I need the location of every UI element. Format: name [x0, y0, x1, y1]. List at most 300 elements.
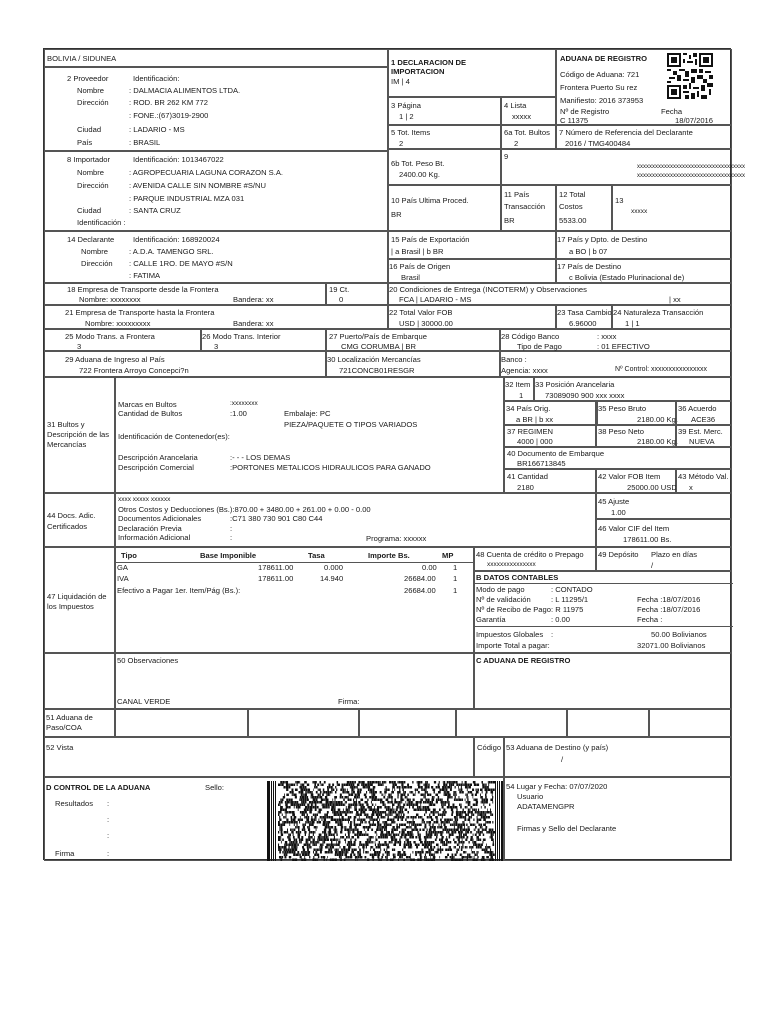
- deposito-value: /: [651, 561, 654, 570]
- tot-peso-value: 2400.00 Kg.: [399, 170, 440, 179]
- pagina-label: 3 Página: [391, 101, 421, 110]
- naturaleza-cell: [612, 305, 732, 329]
- ajuste-cell: [596, 493, 732, 519]
- modo-pago-value: : CONTADO: [551, 585, 593, 594]
- col-importe: Importe Bs.: [368, 551, 410, 560]
- cantidad-item-label: 41 Cantidad: [507, 472, 548, 481]
- bultos-label3: Mercancías: [47, 440, 87, 449]
- impuestos-globales-label: Impuestos Globales: [476, 630, 544, 639]
- banco-label: Banco :: [501, 355, 527, 364]
- pdf417-barcode-icon: [267, 781, 503, 861]
- localizacion-value: 721CONCB01RESGR: [339, 366, 415, 375]
- proveedor-nombre: : DALMACIA ALIMENTOS LTDA.: [129, 86, 241, 95]
- datos-contables-divider: [475, 626, 733, 627]
- observaciones-label: 50 Observaciones: [117, 656, 179, 665]
- control-colon-1: :: [107, 799, 110, 808]
- aduana-paso-slot-3: [359, 709, 456, 737]
- validacion-label: Nº de validación: [476, 595, 531, 604]
- vista-cell: [44, 737, 474, 777]
- declaration-code: IM | 4: [391, 77, 410, 86]
- cuenta-credito-cell: [474, 547, 596, 571]
- acuerdo-value: ACE36: [691, 415, 716, 424]
- declarante-ident: Identificación: 168920024: [133, 235, 220, 244]
- col-base-imponible: Base Imponible: [200, 551, 257, 560]
- lista-label: 4 Lista: [504, 101, 527, 110]
- box13-value: xxxxx: [631, 208, 648, 215]
- deposito-cell: [596, 547, 732, 571]
- declarante-nombre: : A.D.A. TAMENGO SRL.: [129, 247, 214, 256]
- bultos-label-cell: [44, 377, 115, 493]
- datos-contables-title: B DATOS CONTABLES: [476, 573, 559, 582]
- peso-bruto-label: 35 Peso Bruto: [598, 404, 647, 413]
- aduana-ingreso-cell: [44, 351, 326, 377]
- pais-destino-dpto-label: 17 País y Dpto. de Destino: [557, 235, 648, 244]
- control-sello: Sello:: [205, 783, 224, 792]
- aduana-paso-label1: 51 Aduana de: [46, 713, 93, 722]
- metodo-val-cell: [676, 469, 732, 493]
- aduana-destino-label: 53 Aduana de Destino (y país): [506, 743, 609, 752]
- metodo-val-label: 43 Método Val.: [678, 472, 729, 481]
- total-costos-label2: Costos: [559, 202, 583, 211]
- cuenta-credito-value: xxxxxxxxxxxxxxx: [487, 561, 536, 568]
- valor-fob-item-cell: [596, 469, 676, 493]
- item-label: 32 Item: [505, 380, 531, 389]
- row-iva-tasa: 14.940: [320, 574, 344, 583]
- declarante-direccion: : CALLE 1RO. DE MAYO #S/N: [129, 259, 233, 268]
- docs-adic-line0: xxxx xxxxx xxxxxx: [118, 496, 171, 503]
- lugar-fecha-cell: [504, 777, 732, 861]
- validacion-value: : L 11295/1: [551, 595, 589, 604]
- modo-frontera-label: 25 Modo Trans. a Frontera: [65, 332, 155, 341]
- item-cell: [504, 377, 534, 401]
- ref-declarante-value: 2016 / TMG400484: [565, 139, 631, 148]
- observaciones-cell: [115, 653, 474, 709]
- importador-ciudad-label: Ciudad: [77, 206, 102, 215]
- aduana-ingreso-label: 29 Aduana de Ingreso al País: [65, 355, 165, 364]
- ct-value: 0: [339, 295, 344, 304]
- customs-code: Código de Aduana: 721: [560, 70, 640, 79]
- aduana-registro-cell: [556, 49, 732, 125]
- aduana-paso-cell: [44, 709, 115, 737]
- box9-line2: xxxxxxxxxxxxxxxxxxxxxxxxxxxxxxxxxxxx: [637, 173, 745, 179]
- control-colon-2: :: [107, 815, 110, 824]
- valor-cif-value: 178611.00 Bs.: [623, 535, 672, 544]
- cuenta-credito-label: 48 Cuenta de crédito o Prepago: [476, 550, 584, 559]
- control-colon-3: :: [107, 831, 110, 840]
- docs-adic-label1: 44 Docs. Adic.: [47, 511, 96, 520]
- recibo-label: Nº de Recibo de Pago: [476, 605, 551, 614]
- pais-destino-dpto-value: a BO | b 07: [569, 247, 608, 256]
- ct-cell: [326, 283, 388, 305]
- pais-exportacion-cell: [388, 231, 556, 259]
- proveedor-pais-label: País: [77, 138, 93, 147]
- tasa-cambio-value: 6.96000: [569, 319, 597, 328]
- tot-peso-cell: [388, 149, 501, 185]
- pais-destino-label: 17 País de Destino: [557, 262, 622, 271]
- tot-bultos-cell: [501, 125, 556, 149]
- plazo-label: Plazo en días: [651, 550, 698, 559]
- regimen-cell: [504, 425, 596, 447]
- modo-interior-label: 26 Modo Trans. Interior: [202, 332, 281, 341]
- desc-comercial-label: Descripción Comercial: [118, 463, 194, 472]
- efectivo-value: 26684.00: [404, 586, 436, 595]
- proveedor-fone: : FONE.:(67)3019-2900: [129, 111, 209, 120]
- aduana-paso-slot-2: [248, 709, 359, 737]
- desc-arancelaria-label: Descripción Arancelaria: [118, 453, 198, 462]
- country-system: BOLIVIA / SIDUNEA: [47, 54, 117, 63]
- posicion-value: 73089090 900 xxx xxxx: [545, 391, 625, 400]
- importador-nombre-label: Nombre: [77, 168, 105, 177]
- condiciones-value: FCA | LADARIO - MS: [399, 295, 472, 304]
- aduana-paso-slot-6: [649, 709, 732, 737]
- tipo-pago-label: Tipo de Pago: [517, 342, 562, 351]
- codigo-cell: [474, 737, 504, 777]
- total-fob-label: 22 Total Valor FOB: [389, 308, 453, 317]
- tot-bultos-label: 6a Tot. Bultos: [504, 128, 550, 137]
- total-costos-cell: [556, 185, 612, 231]
- proveedor-ciudad-label: Ciudad: [77, 125, 102, 134]
- box13-cell: [612, 185, 732, 231]
- declaracion-previa-label: Declaración Previa: [118, 524, 182, 533]
- registry-date: 18/07/2016: [675, 116, 714, 125]
- deposito-label: 49 Depósito: [598, 550, 639, 559]
- col-tasa: Tasa: [308, 551, 325, 560]
- pais-ultima-value: BR: [391, 210, 402, 219]
- codigo-banco-label: 28 Código Banco: [501, 332, 560, 341]
- posicion-label: 33 Posición Arancelaria: [535, 380, 615, 389]
- empresa-transporte-label: 18 Empresa de Transporte desde la Frontera: [67, 285, 219, 294]
- localizacion-label: 30 Localización Mercancías: [327, 355, 421, 364]
- aduana-paso-slot-1: [115, 709, 248, 737]
- pais-transaccion-label1: 11 País: [504, 190, 530, 199]
- garantia-label: Garantía: [476, 615, 506, 624]
- liquidacion-header-row: [116, 548, 475, 563]
- importador-label: 8 Importador: [67, 155, 111, 164]
- docs-adic-line1: Otros Costos y Deducciones (Bs.):870.00 + 3480.00 + 261.00 + 0.00 - 0.00: [118, 505, 371, 514]
- empresa-transporte2-cell: [44, 305, 388, 329]
- lugar-fecha-label: 54 Lugar y Fecha: 07/07/2020: [506, 782, 608, 791]
- tot-bultos-value: 2: [514, 139, 519, 148]
- desc-comercial-value: :PORTONES METALICOS HIDRAULICOS PARA GANADO: [230, 463, 431, 472]
- metodo-val-value: x: [689, 483, 693, 492]
- control-resultados: Resultados: [55, 799, 93, 808]
- empresa-transporte-cell: [44, 283, 326, 305]
- est-merc-value: NUEVA: [689, 437, 715, 446]
- modo-frontera-value: 3: [77, 342, 82, 351]
- declarante-direccion2: : FATIMA: [129, 271, 161, 280]
- impuestos-globales-sep: :: [551, 630, 554, 639]
- peso-neto-cell: [596, 425, 676, 447]
- ref-declarante-label: 7 Número de Referencia del Declarante: [559, 128, 693, 137]
- pais-destino-cell: [556, 259, 732, 283]
- acuerdo-label: 36 Acuerdo: [678, 404, 717, 413]
- acuerdo-cell: [676, 401, 732, 425]
- aduana-paso-slot-5: [567, 709, 649, 737]
- empresa-transporte2-label: 21 Empresa de Transporte hasta la Frontera: [65, 308, 215, 317]
- doc-embarque-label: 40 Documento de Embarque: [507, 449, 605, 458]
- posicion-cell: [534, 377, 732, 401]
- recibo-value: : R 11975: [551, 605, 584, 614]
- tasa-cambio-cell: [556, 305, 612, 329]
- usuario-value: ADATAMENGPR: [517, 802, 575, 811]
- marcas-value: :xxxxxxxx: [230, 400, 258, 407]
- codigo-banco-value: : xxxx: [597, 332, 617, 341]
- declarante-nombre-label: Nombre: [81, 247, 109, 256]
- row-iva-importe: 26684.00: [404, 574, 436, 583]
- valor-fob-item-value: 25000.00 USD: [627, 483, 677, 492]
- est-merc-label: 39 Est. Merc.: [678, 427, 723, 436]
- docs-adicionales-label: Documentos Adicionales: [118, 514, 202, 523]
- doc-embarque-cell: [504, 447, 732, 469]
- banco-cell: [500, 351, 732, 377]
- box9-label: 9: [504, 152, 509, 161]
- datos-contables-cell: [474, 571, 732, 653]
- est-merc-cell: [676, 425, 732, 447]
- bultos-detail-cell: [115, 377, 504, 493]
- codigo-banco-cell: [500, 329, 732, 351]
- pais-destino-value: c Bolivia (Estado Plurinacional de): [569, 273, 685, 282]
- valor-cif-cell: [596, 519, 732, 547]
- importador-direccion-label: Dirección: [77, 181, 109, 190]
- qr-code-icon: [667, 53, 713, 99]
- registry-date-label: Fecha: [661, 107, 683, 116]
- naturaleza-value: 1 | 1: [625, 319, 640, 328]
- pais-orig-label: 34 País Orig.: [506, 404, 551, 413]
- desc-arancelaria-value: :- - - LOS DEMAS: [230, 453, 291, 462]
- aduana-registro-c-title: C ADUANA DE REGISTRO: [476, 656, 571, 665]
- row-iva-mp: 1: [453, 574, 458, 583]
- observaciones-firma: Firma:: [338, 697, 360, 706]
- pais-destino-dpto-cell: [556, 231, 732, 259]
- row-ga-importe: 0.00: [422, 563, 437, 572]
- codigo-label: Código: [477, 743, 502, 752]
- proveedor-ciudad: : LADARIO - MS: [129, 125, 185, 134]
- pagina-cell: [388, 97, 501, 125]
- valor-fob-item-label: 42 Valor FOB Item: [598, 472, 661, 481]
- pais-orig-cell: [504, 401, 596, 425]
- pais-transaccion-value: BR: [504, 216, 515, 225]
- peso-neto-value: 2180.00 Kg.: [637, 437, 678, 446]
- condiciones-extra: | xx: [669, 295, 681, 304]
- lista-cell: [501, 97, 556, 125]
- ajuste-value: 1.00: [611, 508, 626, 517]
- aduana-paso-label2: Paso/COA: [46, 723, 82, 732]
- naturaleza-label: 24 Naturaleza Transacción: [613, 308, 704, 317]
- peso-bruto-value: 2180.00 Kg.: [637, 415, 678, 424]
- proveedor-label: 2 Proveedor: [67, 74, 109, 83]
- proveedor-cell: [44, 67, 388, 151]
- importador-ident-label: Identificación :: [77, 218, 126, 227]
- row-ga-mp: 1: [453, 563, 458, 572]
- importador-direccion: : AVENIDA CALLE SIN NOMBRE #S/NU: [129, 181, 267, 190]
- banco-agencia: Agencia: xxxx: [501, 366, 548, 375]
- table-row: [116, 573, 475, 584]
- total-fob-value: USD | 30000.00: [399, 319, 453, 328]
- validacion-fecha: Fecha :18/07/2016: [637, 595, 701, 604]
- info-adicional-value: :: [230, 533, 233, 542]
- peso-bruto-cell: [596, 401, 676, 425]
- liquidacion-table-cell: [115, 547, 474, 653]
- control-colon-4: :: [107, 849, 110, 858]
- pais-origen-cell: [388, 259, 556, 283]
- declaration-title-2: IMPORTACION: [391, 67, 445, 76]
- regimen-label: 37 REGIMEN: [507, 427, 553, 436]
- customs-name: Frontera Puerto Su rez: [560, 83, 638, 92]
- customs-title: ADUANA DE REGISTRO: [560, 54, 648, 63]
- ref-declarante-cell: [556, 125, 732, 149]
- puerto-embarque-cell: [326, 329, 500, 351]
- total-costos-label1: 12 Total: [559, 190, 586, 199]
- pagina-value: 1 | 2: [399, 112, 414, 121]
- docs-adic-detail-cell: [115, 493, 596, 547]
- importador-direccion2: : PARQUE INDUSTRIAL MZA 031: [129, 194, 245, 203]
- doc-embarque-value: BR166713845: [517, 459, 566, 468]
- empresa-transporte-bandera: Bandera: xx: [233, 295, 274, 304]
- cantidad-bultos-label: Cantidad de Bultos: [118, 409, 183, 418]
- registry-label: Nº de Registro: [560, 107, 610, 116]
- liquidacion-label2: los Impuestos: [47, 602, 94, 611]
- pais-transaccion-cell: [501, 185, 556, 231]
- condiciones-label: 20 Condiciones de Entrega (INCOTERM) y Observaciones: [389, 285, 587, 294]
- item-value: 1: [519, 391, 524, 400]
- aduana-registro-c-cell: [474, 653, 732, 709]
- usuario-label: Usuario: [517, 792, 544, 801]
- declarante-direccion-label: Dirección: [81, 259, 113, 268]
- declaracion-previa-value: :: [230, 524, 233, 533]
- import-declaration-form: [43, 48, 745, 860]
- efectivo-mp: 1: [453, 586, 458, 595]
- ajuste-label: 45 Ajuste: [598, 497, 630, 506]
- puerto-embarque-label: 27 Puerto/País de Embarque: [329, 332, 427, 341]
- aduana-destino-value: /: [561, 755, 564, 764]
- docs-adic-label2: Certificados: [47, 522, 88, 531]
- marcas-label: Marcas en Bultos: [118, 400, 177, 409]
- efectivo-label: Efectivo a Pagar 1er. Item/Pág (Bs.):: [117, 586, 241, 595]
- total-fob-cell: [388, 305, 556, 329]
- vista-label: 52 Vista: [46, 743, 74, 752]
- total-costos-value: 5533.00: [559, 216, 587, 225]
- col-tipo: Tipo: [121, 551, 137, 560]
- header-country-cell: [44, 49, 388, 67]
- empresa-transporte2-bandera: Bandera: xx: [233, 319, 274, 328]
- declaration-title-1: 1 DECLARACION DE: [391, 58, 467, 67]
- importe-total-label: Importe Total a pagar:: [476, 641, 550, 650]
- pais-transaccion-label2: Transacción: [504, 202, 546, 211]
- importador-nombre: : AGROPECUARIA LAGUNA CORAZON S.A.: [129, 168, 284, 177]
- manifest: Manifiesto: 2016 373953: [560, 96, 644, 105]
- garantia-fecha: Fecha :: [637, 615, 663, 624]
- box13-label: 13: [615, 196, 624, 205]
- row-ga-tasa: 0.000: [324, 563, 344, 572]
- puerto-embarque-value: CMG CORUMBA | BR: [341, 342, 416, 351]
- importador-cell: [44, 151, 388, 231]
- cantidad-item-cell: [504, 469, 596, 493]
- programa: Programa: xxxxxx: [366, 534, 427, 543]
- garantia-value: : 0.00: [551, 615, 570, 624]
- proveedor-pais: : BRASIL: [129, 138, 161, 147]
- pais-exportacion-value: | a Brasil | b BR: [391, 247, 444, 256]
- modo-frontera-cell: [44, 329, 201, 351]
- cantidad-bultos-value: :1.00: [230, 409, 247, 418]
- pais-origen-value: Brasil: [401, 273, 420, 282]
- row-ga-base: 178611.00: [258, 563, 294, 572]
- docs-adic-label-cell: [44, 493, 115, 547]
- liquidacion-label-cell: [44, 547, 115, 653]
- regimen-value: 4000 | 000: [517, 437, 553, 446]
- empresa-transporte-nombre: Nombre: xxxxxxxx: [79, 295, 141, 304]
- modo-interior-value: 3: [214, 342, 219, 351]
- importador-ident: Identificación: 1013467022: [133, 155, 224, 164]
- empresa-transporte2-nombre: Nombre: xxxxxxxxx: [85, 319, 151, 328]
- box9-cell: [501, 149, 745, 185]
- datos-contables-title-row: [475, 572, 733, 584]
- firmas-sello: Firmas y Sello del Declarante: [517, 824, 617, 833]
- control-firma: Firma: [55, 849, 75, 858]
- ct-label: 19 Ct.: [329, 285, 350, 294]
- control-title: D CONTROL DE LA ADUANA: [46, 783, 151, 792]
- table-row: [116, 562, 475, 573]
- importe-total-value: 32071.00 Bolivianos: [637, 641, 706, 650]
- declaration-type-cell: [388, 49, 556, 97]
- canal-verde: CANAL VERDE: [117, 697, 171, 706]
- cantidad-item-value: 2180: [517, 483, 534, 492]
- proveedor-direccion-label: Dirección: [77, 98, 109, 107]
- tasa-cambio-label: 23 Tasa Cambio: [557, 308, 612, 317]
- aduana-ingreso-value: 722 Frontera Arroyo Concepci?n: [79, 366, 189, 375]
- recibo-fecha: Fecha :18/07/2016: [637, 605, 701, 614]
- box9-line1: xxxxxxxxxxxxxxxxxxxxxxxxxxxxxxxxxxxx: [637, 164, 745, 170]
- bultos-label2: Descripción de las: [47, 430, 110, 439]
- proveedor-ident-label: Identificación:: [133, 74, 180, 83]
- bultos-label1: 31 Bultos y: [47, 420, 85, 429]
- pais-ultima-cell: [388, 185, 501, 231]
- contenedor-label: Identificación de Contenedor(es):: [118, 432, 230, 441]
- tot-items-value: 2: [399, 139, 404, 148]
- declarante-cell: [44, 231, 388, 283]
- pais-ultima-label: 10 País Ultima Proced.: [391, 196, 469, 205]
- valor-cif-label: 46 Valor CIF del Item: [598, 524, 670, 533]
- condiciones-cell: [388, 283, 732, 305]
- banco-control: Nº Control: xxxxxxxxxxxxxxxx: [615, 366, 708, 373]
- localizacion-cell: [326, 351, 500, 377]
- pais-exportacion-label: 15 País de Exportación: [391, 235, 470, 244]
- lista-value: xxxxx: [512, 112, 531, 121]
- proveedor-direccion: : ROD. BR 262 KM 772: [129, 98, 208, 107]
- peso-neto-label: 38 Peso Neto: [598, 427, 645, 436]
- tot-peso-label: 6b Tot. Peso Bt.: [391, 159, 445, 168]
- col-mp: MP: [442, 551, 454, 560]
- liquidacion-label1: 47 Liquidación de: [47, 592, 107, 601]
- row-iva-tipo: IVA: [117, 574, 129, 583]
- registry-value: C 11375: [560, 116, 589, 125]
- aduana-destino-cell: [504, 737, 732, 777]
- importador-ciudad: : SANTA CRUZ: [129, 206, 181, 215]
- modo-interior-cell: [201, 329, 326, 351]
- control-aduana-cell: [44, 777, 504, 861]
- proveedor-nombre-label: Nombre: [77, 86, 105, 95]
- declarante-label: 14 Declarante: [67, 235, 115, 244]
- docs-adicionales-value: :C71 380 730 901 C80 C44: [230, 514, 323, 523]
- aduana-paso-slot-4: [456, 709, 567, 737]
- observaciones-spacer: [44, 653, 115, 709]
- pais-orig-value: a BR | b xx: [516, 415, 554, 424]
- tot-items-cell: [388, 125, 501, 149]
- pais-origen-label: 16 País de Origen: [389, 262, 451, 271]
- impuestos-globales-value: 50.00 Bolivianos: [651, 630, 707, 639]
- tot-items-label: 5 Tot. Items: [391, 128, 431, 137]
- row-iva-base: 178611.00: [258, 574, 294, 583]
- modo-pago-label: Modo de pago: [476, 585, 525, 594]
